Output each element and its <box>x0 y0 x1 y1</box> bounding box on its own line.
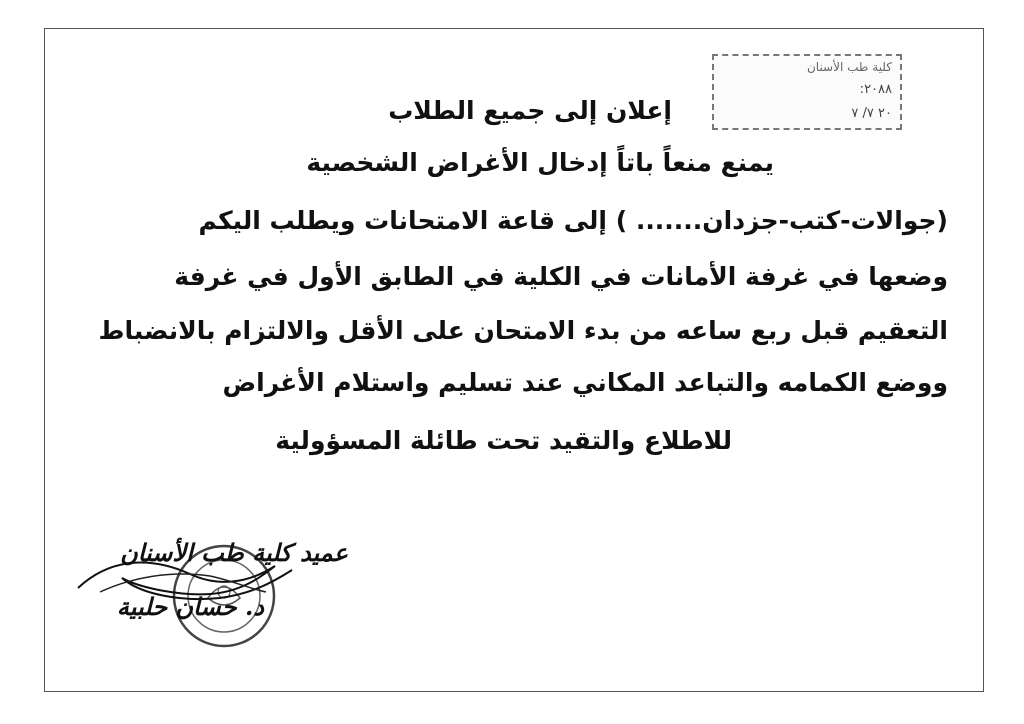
stamp-number: ٢٠٨٨: <box>859 82 892 97</box>
notice-line-3: وضعها في غرفة الأمانات في الكلية في الطابق الأول في غرفة <box>174 262 948 291</box>
incoming-registry-stamp <box>712 54 902 130</box>
notice-line-5: ووضع الكمامه والتباعد المكاني عند تسليم واستلام الأغراض <box>222 368 948 397</box>
notice-title: إعلان إلى جميع الطلاب <box>388 96 672 125</box>
stamp-date: ٢٠ ٧/ ٧ <box>851 106 892 121</box>
stamp-header: كلية طب الأسنان <box>806 60 892 74</box>
notice-line-6: للاطلاع والتقيد تحت طائلة المسؤولية <box>275 426 732 455</box>
notice-line-1: يمنع منعاً باتاً إدخال الأغراض الشخصية <box>306 148 774 177</box>
signatory-title: عميد كلية طب الأسنان <box>120 538 348 567</box>
notice-line-4: التعقيم قبل ربع ساعه من بدء الامتحان على الأقل والالتزام بالانضباط <box>98 316 948 345</box>
notice-line-2: (جوالات-كتب-جزدان....... ) إلى قاعة الامتحانات ويطلب اليكم <box>198 206 948 235</box>
signatory-name: د. حسان حلبية <box>116 592 264 621</box>
